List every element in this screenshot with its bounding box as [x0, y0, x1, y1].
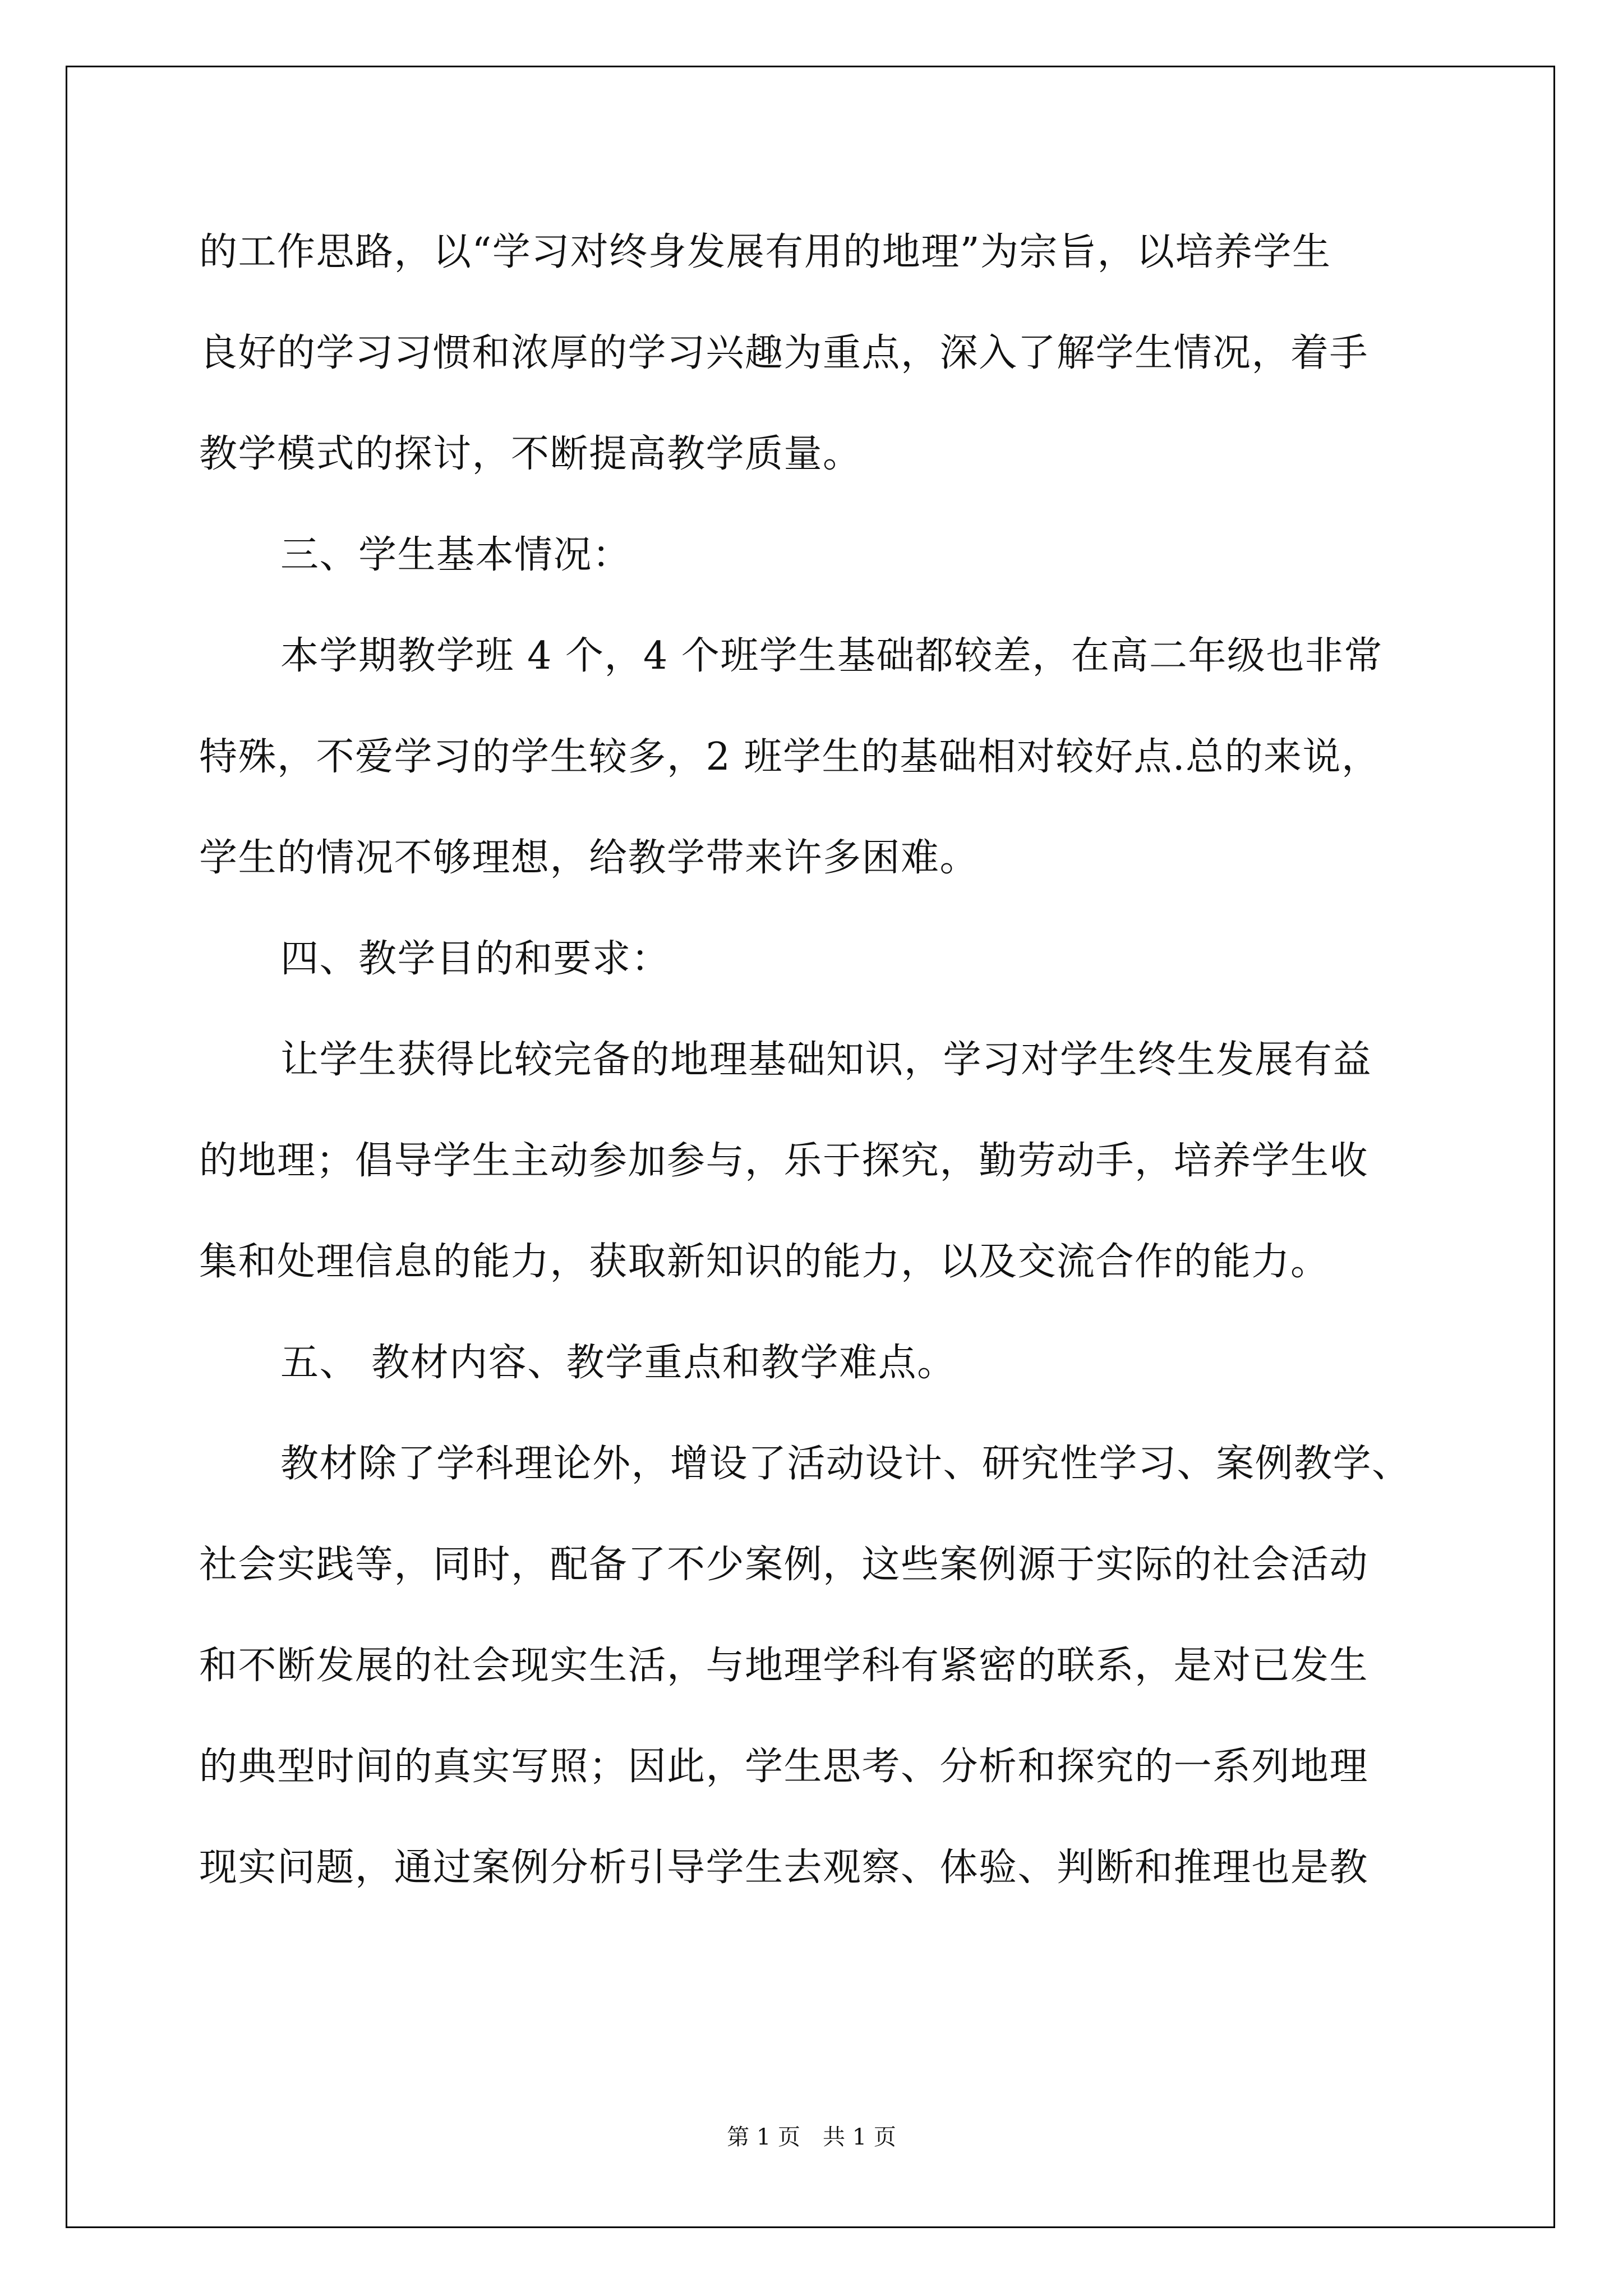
body-line: 的地理；倡导学生主动参加参与，乐于探究，勤劳动手，培养学生收 — [199, 1139, 1369, 1183]
body-line: 良好的学习习惯和浓厚的学习兴趣为重点，深入了解学生情况，着手 — [199, 331, 1369, 375]
section-heading: 三、学生基本情况： — [280, 533, 631, 577]
body-line: 的工作思路，以“学习对终身发展有用的地理”为宗旨，以培养学生 — [199, 230, 1331, 274]
body-line: 集和处理信息的能力，获取新知识的能力，以及交流合作的能力。 — [199, 1240, 1330, 1284]
body-line: 的典型时间的真实写照；因此，学生思考、分析和探究的一系列地理 — [199, 1745, 1369, 1789]
section-heading: 五、 教材内容、教学重点和教学难点。 — [280, 1341, 956, 1385]
body-line: 学生的情况不够理想，给教学带来许多困难。 — [199, 836, 979, 880]
body-line: 特殊，不爱学习的学生较多，2 班学生的基础相对较好点.总的来说， — [199, 735, 1381, 779]
body-line: 社会实践等，同时，配备了不少案例，这些案例源于实际的社会活动 — [199, 1543, 1369, 1587]
body-line: 教学模式的探讨，不断提高教学质量。 — [199, 432, 862, 476]
body-line: 让学生获得比较完备的地理基础知识，学习对学生终生发展有益 — [280, 1038, 1372, 1082]
section-heading: 四、教学目的和要求： — [280, 937, 671, 981]
page-footer — [0, 2120, 1623, 2154]
body-line: 本学期教学班 4 个，4 个班学生基础都较差，在高二年级也非常 — [280, 634, 1383, 678]
body-line: 现实问题，通过案例分析引导学生去观察、体验、判断和推理也是教 — [199, 1846, 1369, 1890]
body-line: 教材除了学科理论外，增设了活动设计、研究性学习、案例教学、 — [280, 1442, 1411, 1486]
body-line: 和不断发展的社会现实生活，与地理学科有紧密的联系，是对已发生 — [199, 1644, 1369, 1688]
page-total: 共 1 页 — [823, 2124, 896, 2150]
page-number: 第 1 页 — [727, 2124, 800, 2150]
